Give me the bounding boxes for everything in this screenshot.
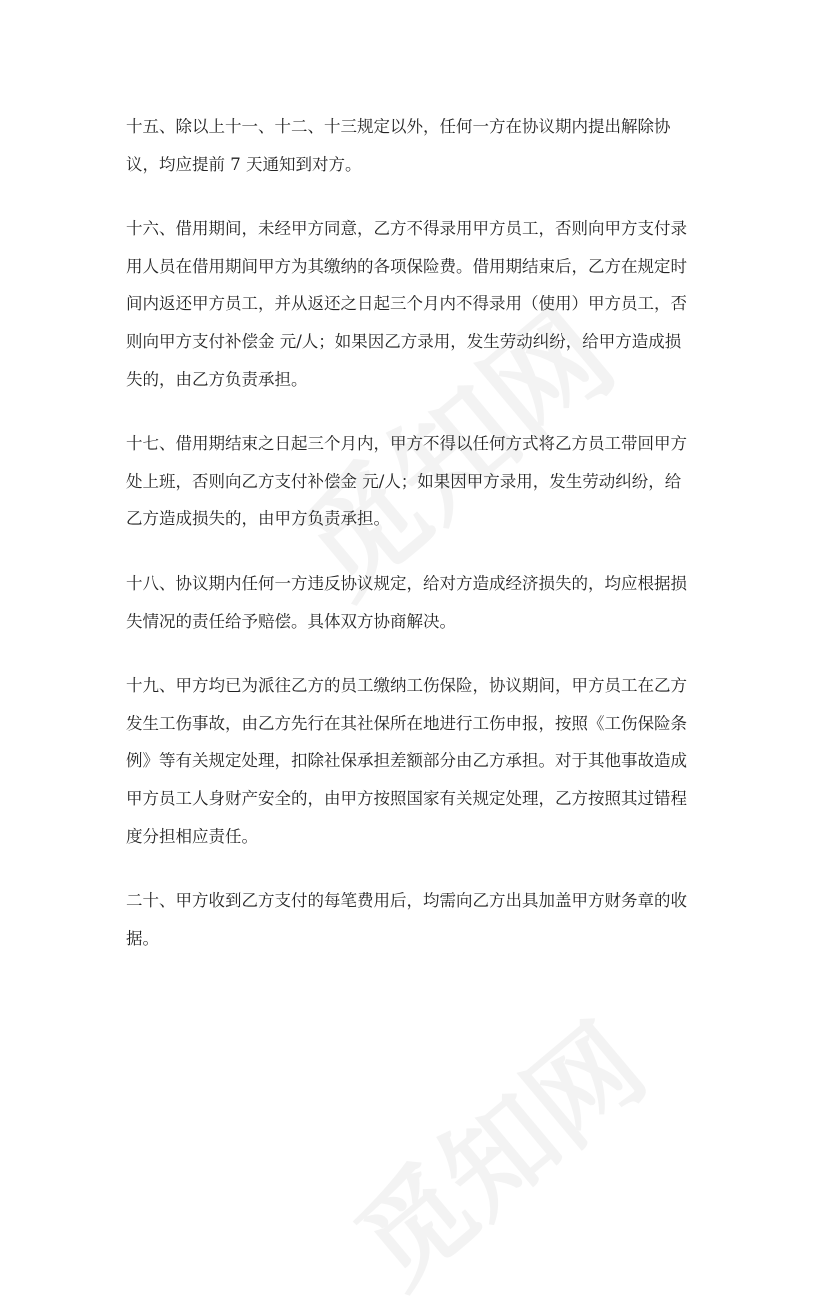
text-line: 十七、借用期结束之日起三个月内，甲方不得以任何方式将乙方员工带回甲方 bbox=[126, 434, 687, 454]
text-line: 十五、除以上十一、十二、十三规定以外，任何一方在协议期内提出解除协 bbox=[126, 117, 671, 136]
watermark bbox=[318, 982, 672, 1315]
text-line: 据。 bbox=[126, 928, 159, 948]
text-line: 乙方造成损失的，由甲方负责承担。 bbox=[126, 509, 390, 529]
text-line: 间内返还甲方员工，并从返还之日起三个月内不得录用（使用）甲方员工，否 bbox=[126, 294, 687, 314]
text-line: 二十、甲方收到乙方支付的每笔费用后，均需向乙方出具加盖甲方财务章的收 bbox=[126, 891, 687, 911]
text-line: 例》等有关规定处理，扣除社保承担差额部分由乙方承担。对于其他事故造成 bbox=[126, 751, 687, 771]
text-line: 十八、协议期内任何一方违反协议规定，给对方造成经济损失的，均应根据损 bbox=[126, 573, 687, 593]
document-body bbox=[126, 108, 704, 984]
text-line: 发生工伤事故，由乙方先行在其社保所在地进行工伤申报，按照《工伤保险条 bbox=[126, 713, 687, 733]
text-line: 度分担相应责任。 bbox=[126, 826, 258, 846]
clause-17-paragraph bbox=[126, 425, 704, 538]
text-line: 则向甲方支付补偿金 元/人；如果因乙方录用，发生劳动纠纷，给甲方造成损 bbox=[126, 331, 682, 351]
text-line: 甲方员工人身财产安全的，由甲方按照国家有关规定处理，乙方按照其过错程 bbox=[126, 788, 687, 808]
clause-18-paragraph bbox=[126, 565, 704, 640]
text-line: 处上班，否则向乙方支付补偿金 元/人；如果因甲方录用，发生劳动纠纷，给 bbox=[126, 471, 682, 491]
clause-20-paragraph bbox=[126, 882, 704, 957]
clause-16-paragraph bbox=[126, 210, 704, 398]
text-line: 失的，由乙方负责承担。 bbox=[126, 369, 308, 389]
text-line: 十六、借用期间，未经甲方同意，乙方不得录用甲方员工，否则向甲方支付录 bbox=[126, 219, 687, 239]
clause-15-paragraph bbox=[126, 108, 704, 183]
text-line: 十九、甲方均已为派往乙方的员工缴纳工伤保险，协议期间，甲方员工在乙方 bbox=[126, 676, 687, 696]
text-line: 议，均应提前 7 天通知到对方。 bbox=[126, 154, 362, 174]
clause-19-paragraph bbox=[126, 667, 704, 855]
text-line: 用人员在借用期间甲方为其缴纳的各项保险费。借用期结束后，乙方在规定时 bbox=[126, 256, 687, 276]
text-line: 失情况的责任给予赔偿。具体双方协商解决。 bbox=[126, 611, 456, 631]
